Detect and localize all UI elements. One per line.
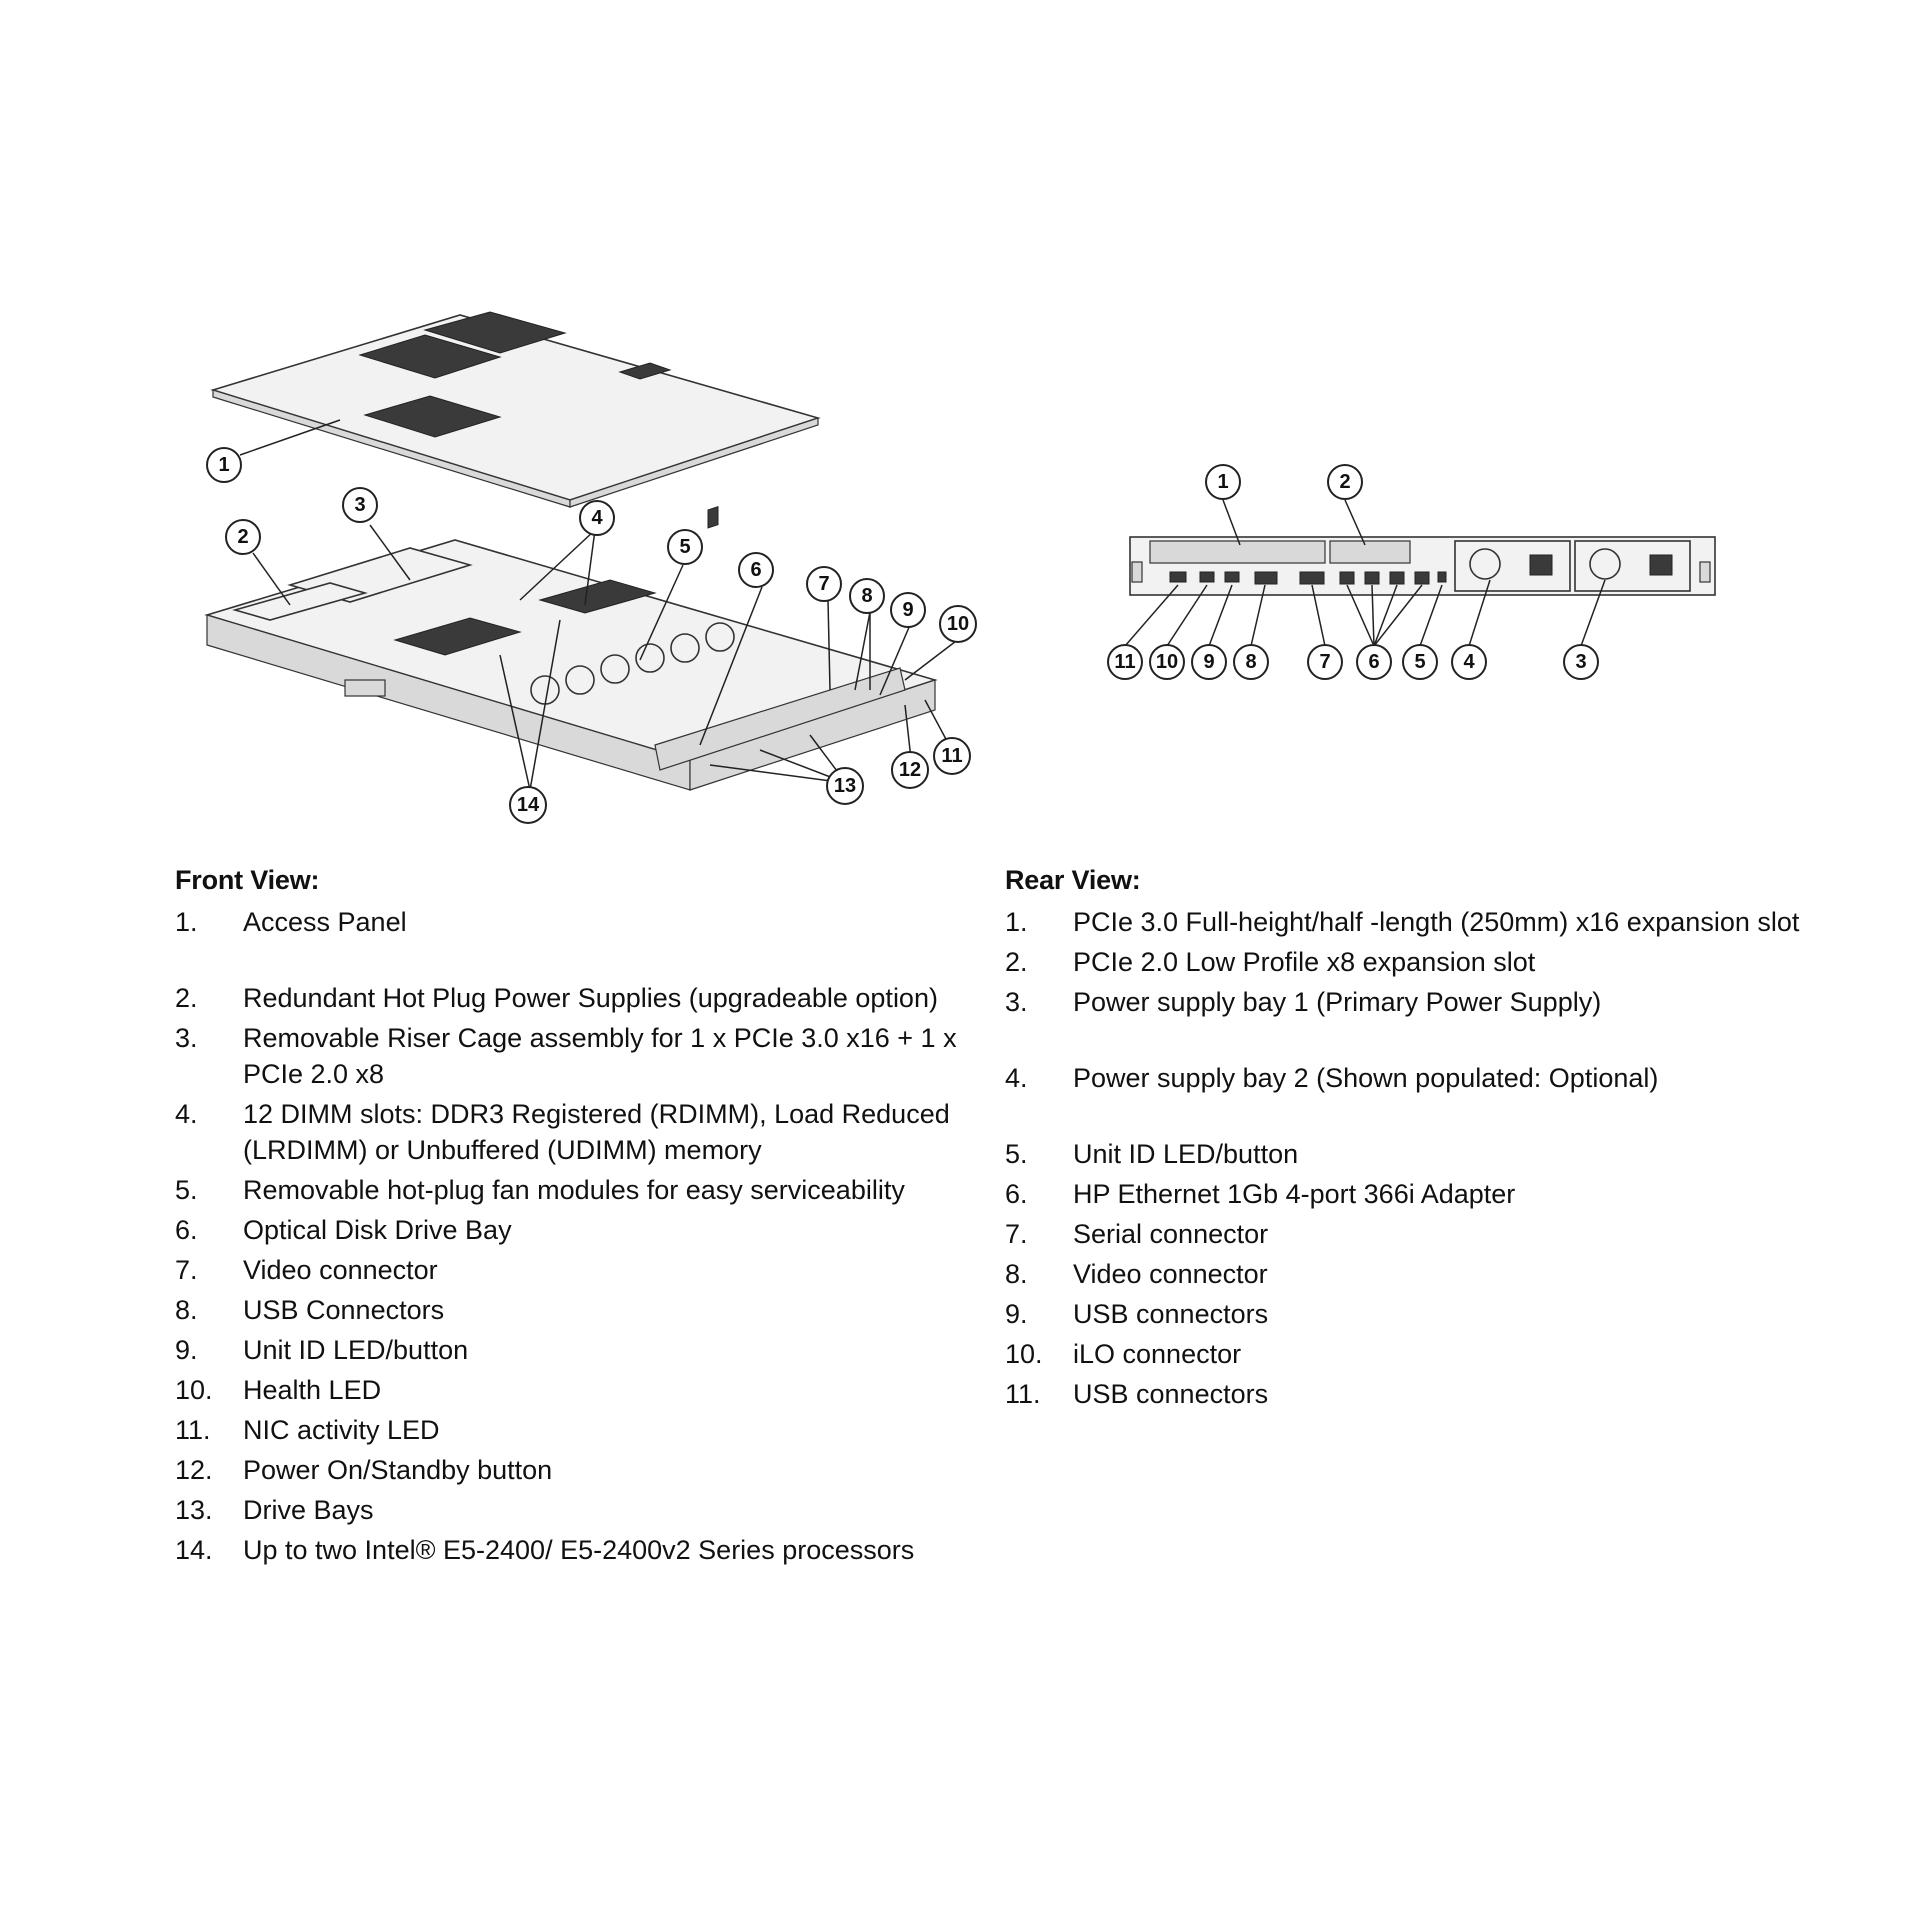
list-item: 11. USB connectors <box>1005 1379 1269 1409</box>
rear-callout-10 <box>1150 645 1184 679</box>
front-callout-1 <box>207 448 241 482</box>
list-item: 5. Removable hot-plug fan modules for easy serviceability <box>175 1175 905 1205</box>
svg-text:10: 10 <box>1155 651 1179 673</box>
front-callout-14 <box>510 787 546 823</box>
rear-callout-1 <box>1206 465 1240 499</box>
rear-view-legend <box>1005 865 1825 1416</box>
list-item: 12. Power On/Standby button <box>175 1455 553 1485</box>
svg-text:9: 9 <box>1203 651 1215 673</box>
svg-text:11: 11 <box>941 745 963 767</box>
front-view-heading: Front View: <box>175 865 320 895</box>
front-callout-4 <box>580 501 614 535</box>
front-callout-5 <box>668 530 702 564</box>
list-item: 4. Power supply bay 2 (Shown populated: Optional) <box>1005 1063 1659 1093</box>
front-callout-7 <box>807 567 841 601</box>
list-item: 1. PCIe 3.0 Full-height/half -length (250mm) x16 expansion slot <box>1005 907 1800 937</box>
front-callout-3 <box>343 488 377 522</box>
list-item: 6. HP Ethernet 1Gb 4-port 366i Adapter <box>1005 1179 1516 1209</box>
svg-text:3: 3 <box>354 494 366 516</box>
svg-text:5: 5 <box>1414 651 1426 673</box>
list-item: 8. USB Connectors <box>175 1295 445 1325</box>
list-item: 7. Serial connector <box>1005 1219 1269 1249</box>
front-callout-11 <box>934 738 970 774</box>
list-item: 1. Access Panel <box>175 907 407 937</box>
front-callout-13 <box>827 768 863 804</box>
list-item: 9. USB connectors <box>1005 1299 1269 1329</box>
front-view-legend <box>175 865 975 1572</box>
svg-text:2: 2 <box>237 526 249 548</box>
rear-callout-2 <box>1328 465 1362 499</box>
svg-text:6: 6 <box>750 559 762 581</box>
front-callout-12 <box>892 752 928 788</box>
svg-text:7: 7 <box>1319 651 1331 673</box>
rear-callout-11 <box>1108 645 1142 679</box>
rear-callout-7 <box>1308 645 1342 679</box>
list-item: 3. Removable Riser Cage assembly for 1 x PCIe 3.0 x16 + 1 x PCIe 2.0 x8 <box>175 1023 957 1089</box>
svg-text:3: 3 <box>1575 651 1587 673</box>
rear-callout-8 <box>1234 645 1268 679</box>
svg-text:12: 12 <box>898 759 922 781</box>
list-item: 11. NIC activity LED <box>175 1415 440 1445</box>
rear-view-heading: Rear View: <box>1005 865 1141 895</box>
list-item: 3. Power supply bay 1 (Primary Power Supply) <box>1005 987 1602 1017</box>
list-item: 4. 12 DIMM slots: DDR3 Registered (RDIMM), Load Reduced (LRDIMM) or Unbuffered (UDIMM) memory <box>175 1099 950 1165</box>
access-panel-drawing <box>213 312 818 507</box>
rear-view-illustration <box>1108 465 1715 679</box>
list-item: 2. PCIe 2.0 Low Profile x8 expansion slot <box>1005 947 1536 977</box>
list-item: 7. Video connector <box>175 1255 438 1285</box>
list-item: 8. Video connector <box>1005 1259 1268 1289</box>
list-item: 10. iLO connector <box>1005 1339 1242 1369</box>
list-item: 9. Unit ID LED/button <box>175 1335 469 1365</box>
list-item: 6. Optical Disk Drive Bay <box>175 1215 512 1245</box>
front-callout-9 <box>891 593 925 627</box>
svg-text:8: 8 <box>861 585 873 607</box>
rear-view-list <box>1005 904 1825 1412</box>
rear-callout-3 <box>1564 645 1598 679</box>
svg-text:1: 1 <box>218 454 230 476</box>
list-item: 10. Health LED <box>175 1375 382 1405</box>
rear-callout-4 <box>1452 645 1486 679</box>
svg-text:13: 13 <box>833 775 857 797</box>
svg-text:4: 4 <box>591 507 603 529</box>
chassis-drawing <box>207 507 935 790</box>
rear-callout-6 <box>1357 645 1391 679</box>
front-callout-8 <box>850 579 884 613</box>
svg-text:14: 14 <box>516 794 540 816</box>
front-callout-2 <box>226 520 260 554</box>
list-item: 14. Up to two Intel® E5-2400/ E5-2400v2 Series processors <box>175 1535 915 1565</box>
front-callout-6 <box>739 553 773 587</box>
svg-text:1: 1 <box>1217 471 1229 493</box>
svg-text:7: 7 <box>818 573 830 595</box>
front-callout-10 <box>940 606 976 642</box>
list-item: 13. Drive Bays <box>175 1495 374 1525</box>
svg-text:5: 5 <box>679 536 691 558</box>
front-view-illustration <box>207 312 976 823</box>
svg-text:11: 11 <box>1114 651 1136 673</box>
svg-text:9: 9 <box>902 599 914 621</box>
svg-text:10: 10 <box>946 613 970 635</box>
rear-callout-5 <box>1403 645 1437 679</box>
rear-callout-9 <box>1192 645 1226 679</box>
svg-text:4: 4 <box>1463 651 1475 673</box>
svg-text:8: 8 <box>1245 651 1257 673</box>
svg-text:6: 6 <box>1368 651 1380 673</box>
front-view-list <box>175 904 975 1568</box>
svg-text:2: 2 <box>1339 471 1351 493</box>
list-item: 2. Redundant Hot Plug Power Supplies (upgradeable option) <box>175 983 938 1013</box>
list-item: 5. Unit ID LED/button <box>1005 1139 1299 1169</box>
